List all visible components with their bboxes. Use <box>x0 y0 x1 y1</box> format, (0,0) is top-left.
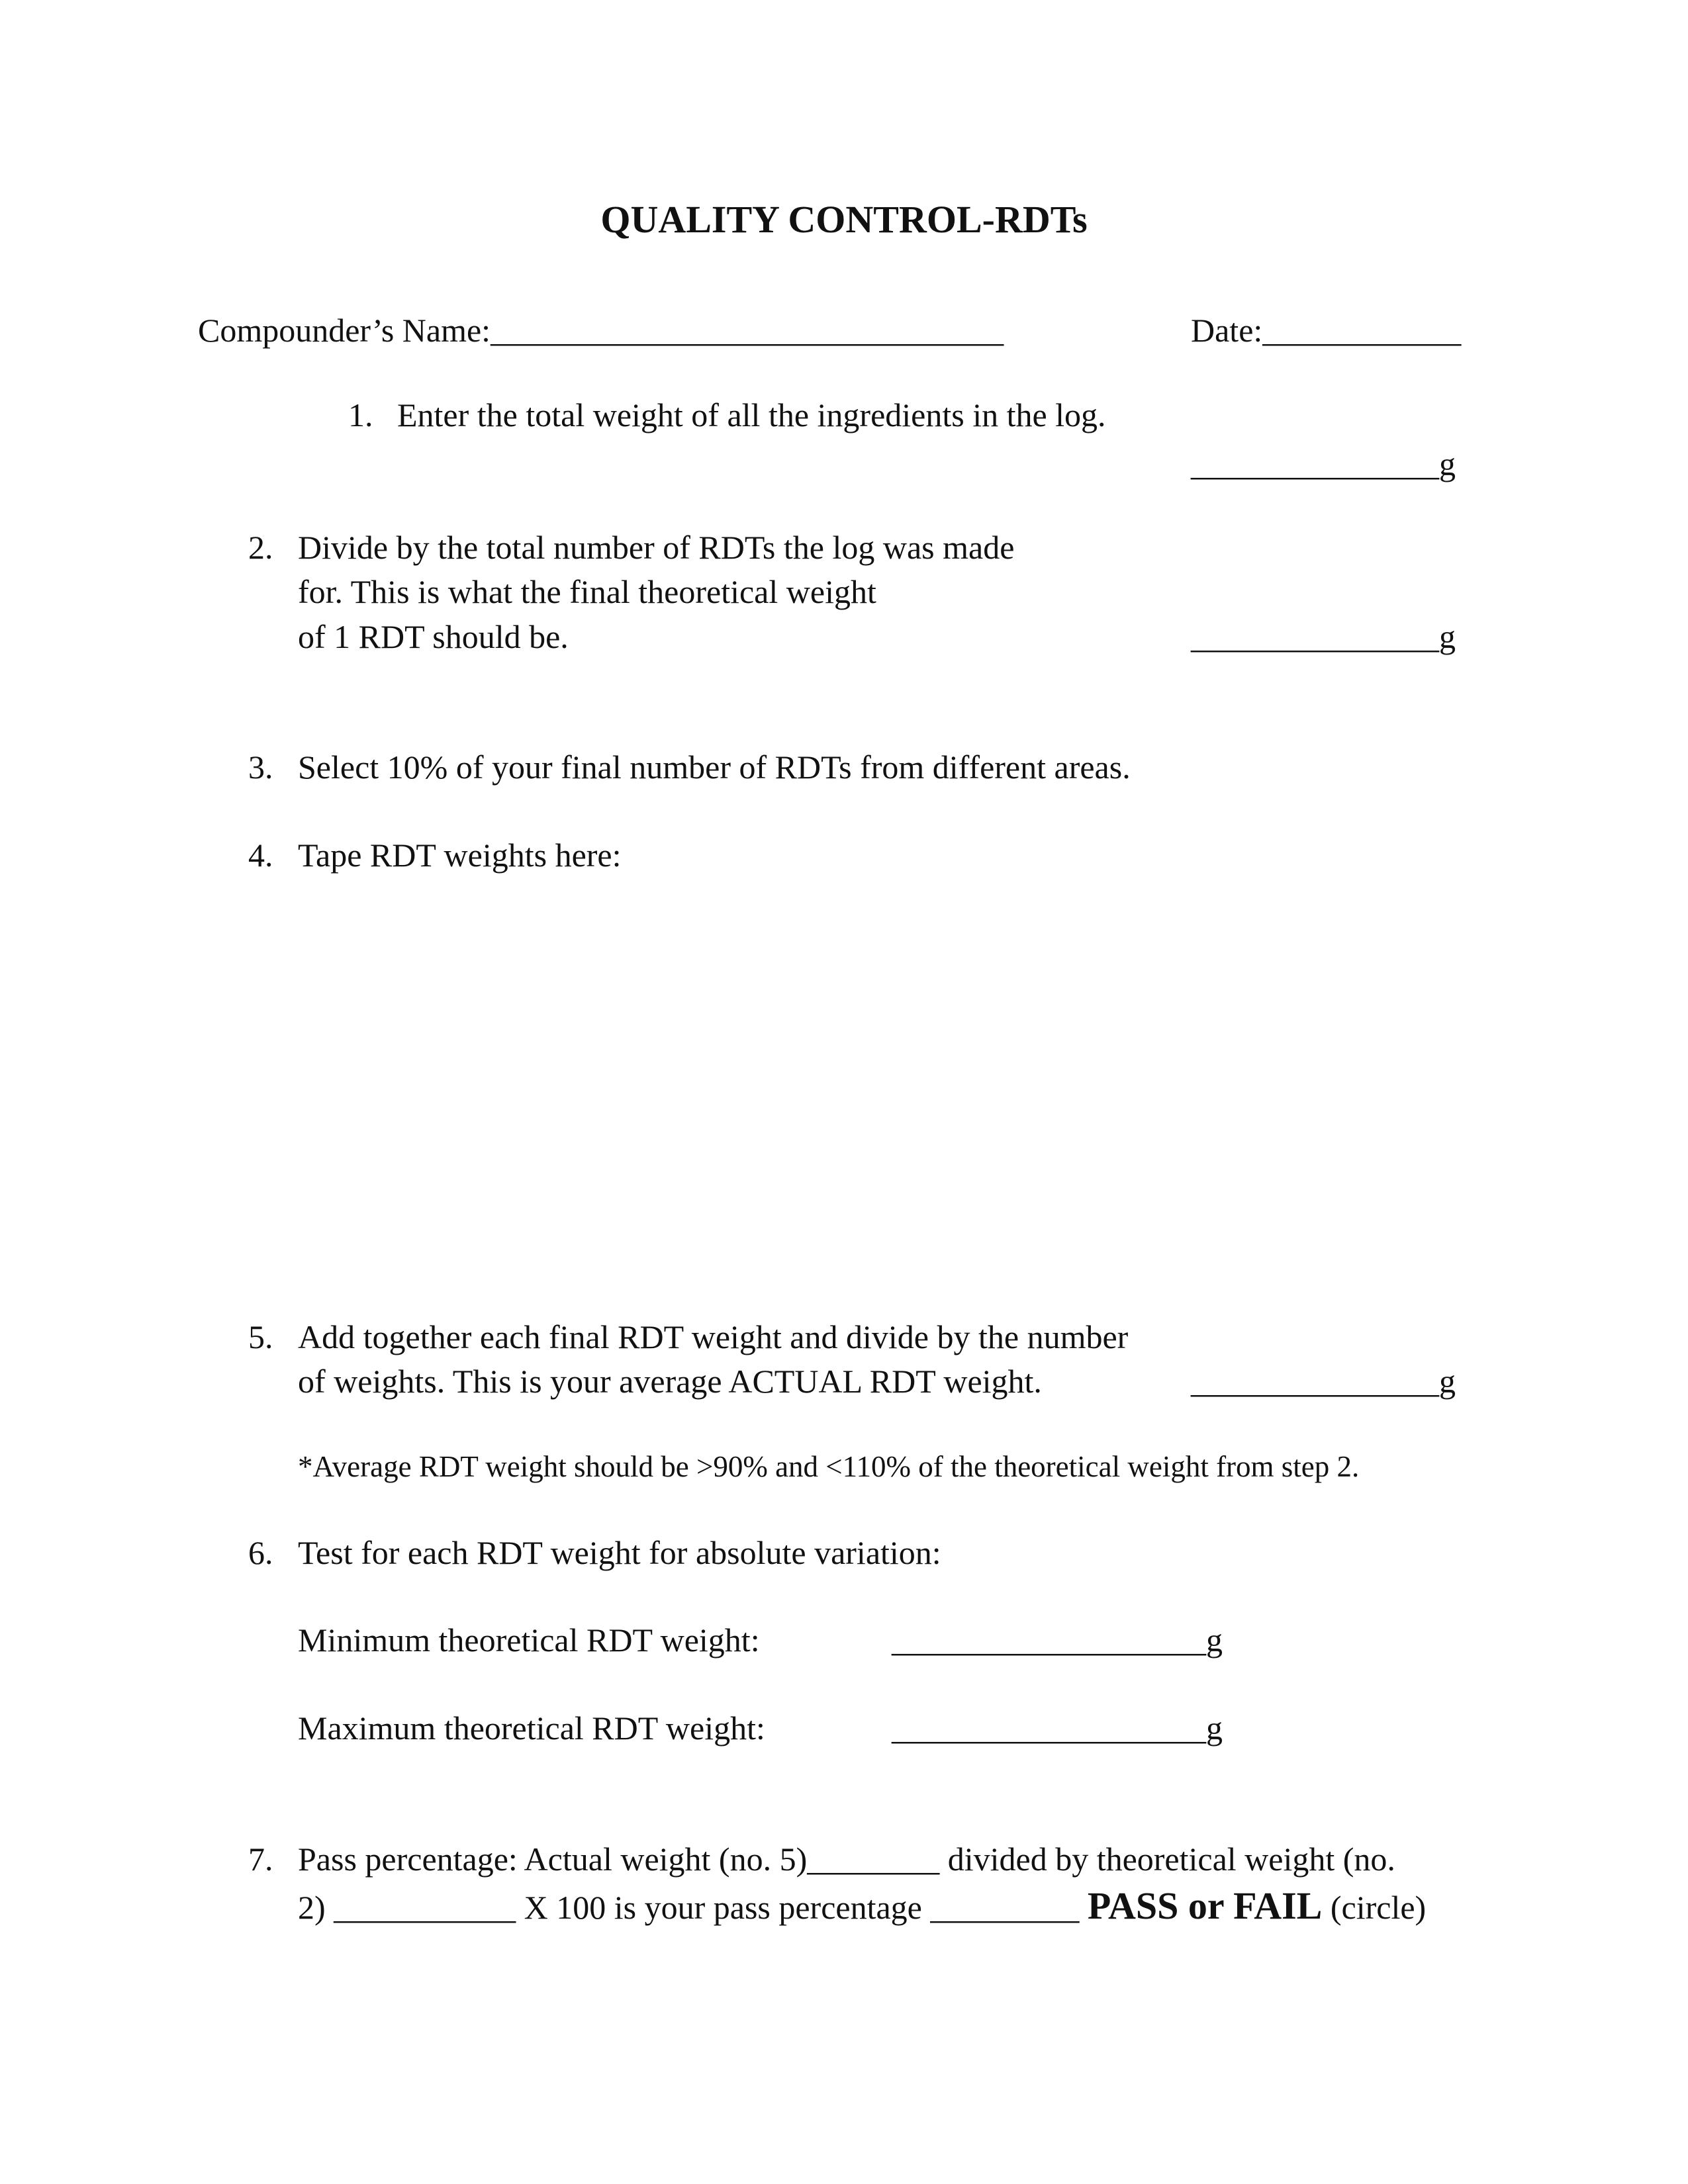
step-6-text: Test for each RDT weight for absolute variation: <box>298 1534 941 1571</box>
step-number: 6. <box>248 1534 273 1571</box>
step-5-note: *Average RDT weight should be >90% and <110% of the theoretical weight from step 2. <box>298 1450 1360 1483</box>
circle-instruction: (circle) <box>1322 1889 1427 1926</box>
min-weight-blank[interactable]: ___________________g <box>892 1621 1223 1659</box>
step-7-text: 2) ___________ X 100 is your pass percentage _________ <box>298 1889 1088 1926</box>
date-field[interactable] <box>1191 307 1461 353</box>
step-number: 1. <box>348 396 373 433</box>
step-number: 3. <box>248 749 273 786</box>
step-2-text: Divide by the total number of RDTs the log was made <box>298 529 1015 566</box>
min-weight-label: Minimum theoretical RDT weight: <box>298 1621 760 1659</box>
step-1-text: Enter the total weight of all the ingredients in the log. <box>397 396 1106 433</box>
step-number: 2. <box>248 529 273 566</box>
step-7-text-line2 <box>298 1883 1426 1931</box>
step-2-text: of 1 RDT should be. <box>298 618 569 655</box>
step-number: 4. <box>248 837 273 874</box>
name-label: Compounder’s Name: <box>198 312 491 349</box>
max-weight-blank[interactable]: ___________________g <box>892 1709 1223 1747</box>
step-7-text: Pass percentage: Actual weight (no. 5)________ divided by theoretical weight (no. <box>298 1841 1395 1878</box>
date-label: Date: <box>1191 312 1263 349</box>
step-number: 5. <box>248 1318 273 1355</box>
step-4-text: Tape RDT weights here: <box>298 837 622 874</box>
name-blank[interactable]: _______________________________ <box>491 312 1004 349</box>
step-number: 7. <box>248 1841 273 1878</box>
step-2-text: for. This is what the final theoretical weight <box>298 573 876 610</box>
date-blank[interactable]: ____________ <box>1262 312 1462 349</box>
step-5-text: of weights. This is your average ACTUAL RDT weight. <box>298 1363 1042 1400</box>
step-5-text: Add together each final RDT weight and divide by the number <box>298 1318 1129 1355</box>
step-2-blank[interactable]: _______________g <box>1191 618 1456 655</box>
page-title: QUALITY CONTROL-RDTs <box>600 198 1088 241</box>
pass-fail-choice[interactable]: PASS or FAIL <box>1087 1884 1323 1927</box>
step-5-blank[interactable]: _______________g <box>1191 1363 1456 1400</box>
compounder-name-field[interactable] <box>198 307 1004 353</box>
step-1-blank[interactable]: _______________g <box>1191 445 1456 482</box>
max-weight-label: Maximum theoretical RDT weight: <box>298 1709 765 1747</box>
step-3-text: Select 10% of your final number of RDTs from different areas. <box>298 749 1131 786</box>
